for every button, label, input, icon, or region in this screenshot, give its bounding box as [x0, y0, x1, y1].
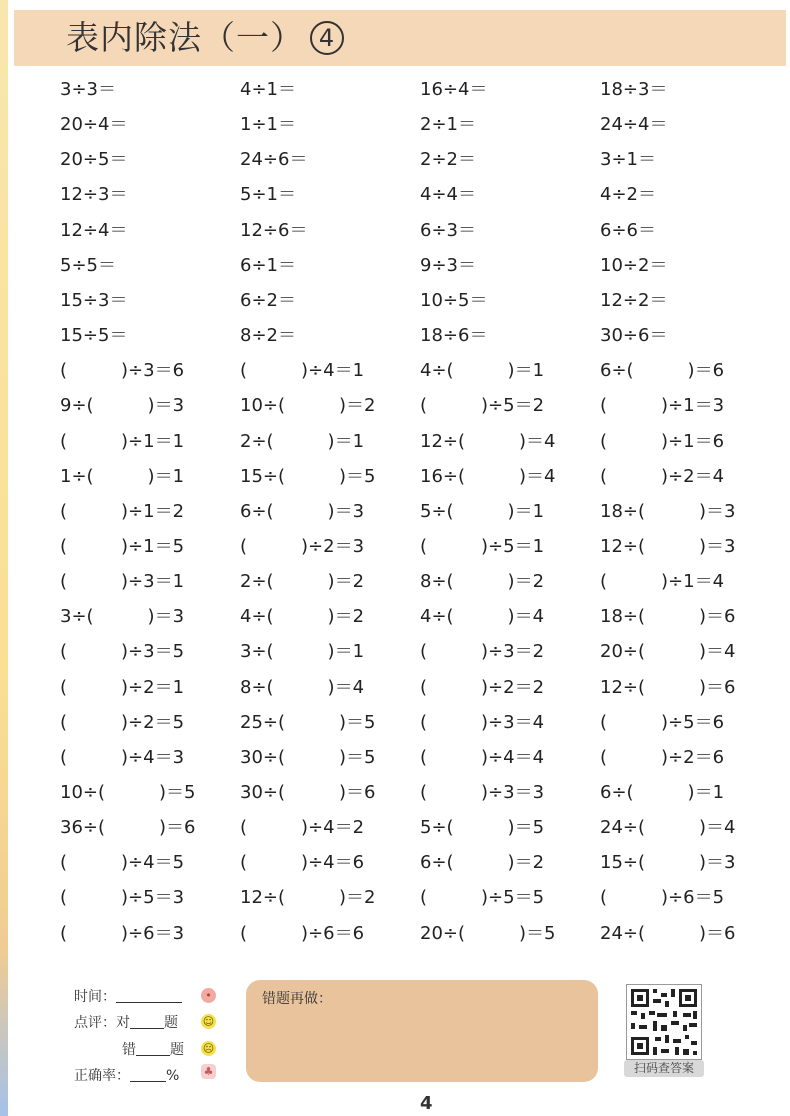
problem-item: 20÷( )＝5 [420, 923, 556, 944]
problem-item: 36÷( )＝6 [60, 817, 196, 838]
problem-item: 6÷6＝ [600, 220, 656, 241]
problem-item: ( )÷6＝5 [600, 887, 725, 908]
problem-item: 18÷( )＝3 [600, 501, 736, 522]
problem-item: 6÷( )＝6 [600, 360, 725, 381]
problem-item: 2÷1＝ [420, 114, 476, 135]
problem-item: 24÷( )＝6 [600, 923, 736, 944]
smile-face-icon: ☺ [202, 1015, 215, 1028]
page-title [66, 12, 344, 64]
problem-item: 3÷3＝ [60, 79, 116, 100]
problem-item: 25÷( )＝5 [240, 712, 376, 733]
redo-title: 错题再做： [262, 991, 332, 1007]
problem-item: 18÷6＝ [420, 325, 488, 346]
problem-item: ( )÷2＝4 [600, 466, 725, 487]
problem-item: ( )÷1＝5 [60, 536, 185, 557]
problem-item: 30÷( )＝6 [240, 782, 376, 803]
pig-face-icon: • [201, 988, 216, 1003]
wrong-unit: 题 [170, 1042, 184, 1058]
wrong-label: 错 [122, 1042, 136, 1058]
problem-item: 15÷5＝ [60, 325, 128, 346]
problem-item: 12÷3＝ [60, 184, 128, 205]
problem-item: 24÷( )＝4 [600, 817, 736, 838]
problem-item: 10÷5＝ [420, 290, 488, 311]
accuracy-label: 正确率： [74, 1068, 130, 1084]
page-number: 4 [420, 1093, 433, 1114]
problem-item: ( )÷5＝2 [420, 395, 545, 416]
problem-item: ( )÷3＝6 [60, 360, 185, 381]
page-edge-decoration [0, 0, 8, 1116]
problem-item: 6÷2＝ [240, 290, 296, 311]
problem-item: ( )÷3＝1 [60, 571, 185, 592]
time-row [74, 986, 182, 1006]
qr-code-panel[interactable] [624, 984, 704, 1078]
problem-item: 2÷( )＝1 [240, 431, 365, 452]
qr-label: 扫码查答案 [624, 1060, 704, 1077]
problem-item: 2÷2＝ [420, 149, 476, 170]
problem-item: ( )÷4＝5 [60, 852, 185, 873]
problem-item: 12÷( )＝4 [420, 431, 556, 452]
problem-item: ( )÷1＝3 [600, 395, 725, 416]
problem-item: 20÷( )＝4 [600, 641, 736, 662]
correct-label: 对 [116, 1015, 130, 1031]
problem-item: ( )÷2＝1 [60, 677, 185, 698]
wrong-blank[interactable] [136, 1055, 170, 1056]
problem-item: 6÷( )＝3 [240, 501, 365, 522]
problem-item: 4÷4＝ [420, 184, 476, 205]
problem-item: ( )÷3＝5 [60, 641, 185, 662]
problem-item: 3÷1＝ [600, 149, 656, 170]
problem-item: 15÷( )＝3 [600, 852, 736, 873]
problem-item: 12÷( )＝2 [240, 887, 376, 908]
problem-item: 10÷2＝ [600, 255, 668, 276]
problem-item: 6÷( )＝1 [600, 782, 725, 803]
problem-item: ( )÷1＝4 [600, 571, 725, 592]
correct-unit: 题 [164, 1015, 178, 1031]
title-number-badge: 4 [310, 21, 344, 55]
problem-item: ( )÷1＝1 [60, 431, 185, 452]
problem-item: ( )÷3＝2 [420, 641, 545, 662]
problem-item: 18÷3＝ [600, 79, 668, 100]
problem-item: 16÷( )＝4 [420, 466, 556, 487]
problem-item: 10÷( )＝5 [60, 782, 196, 803]
problem-item: 12÷( )＝3 [600, 536, 736, 557]
qr-code-icon [626, 984, 702, 1060]
problem-item: ( )÷3＝4 [420, 712, 545, 733]
problem-item: 4÷( )＝1 [420, 360, 545, 381]
problem-item: ( )÷4＝3 [60, 747, 185, 768]
title-text: 表内除法（一） [66, 18, 304, 57]
rabbit-icon: ♣ [201, 1064, 216, 1079]
problem-item: 8÷( )＝2 [420, 571, 545, 592]
problem-item: 4÷( )＝2 [240, 606, 365, 627]
problem-item: ( )÷2＝2 [420, 677, 545, 698]
problem-item: 3÷( )＝1 [240, 641, 365, 662]
problem-item: ( )÷1＝6 [600, 431, 725, 452]
problem-item: ( )÷6＝6 [240, 923, 365, 944]
accuracy-blank[interactable] [130, 1081, 166, 1082]
review-label: 点评： [74, 1015, 116, 1031]
problem-item: 30÷( )＝5 [240, 747, 376, 768]
problem-item: 4÷1＝ [240, 79, 296, 100]
problem-item: 12÷2＝ [600, 290, 668, 311]
problem-item: ( )÷4＝4 [420, 747, 545, 768]
problem-item: 12÷6＝ [240, 220, 308, 241]
problem-item: 1÷1＝ [240, 114, 296, 135]
problem-item: ( )÷4＝2 [240, 817, 365, 838]
problem-item: ( )÷4＝1 [240, 360, 365, 381]
percent-sign: % [166, 1068, 180, 1084]
problem-item: 6÷1＝ [240, 255, 296, 276]
problem-item: 1÷( )＝1 [60, 466, 185, 487]
problem-item: 30÷6＝ [600, 325, 668, 346]
problem-item: ( )÷5＝6 [600, 712, 725, 733]
problem-item: ( )÷4＝6 [240, 852, 365, 873]
time-blank[interactable] [116, 1002, 182, 1003]
sad-face-icon: ☹ [202, 1042, 215, 1055]
problem-item: ( )÷6＝3 [60, 923, 185, 944]
problem-item: ( )÷1＝2 [60, 501, 185, 522]
problem-item: ( )÷2＝5 [60, 712, 185, 733]
problem-item: 8÷2＝ [240, 325, 296, 346]
problem-item: 20÷5＝ [60, 149, 128, 170]
problem-item: ( )÷2＝3 [240, 536, 365, 557]
problem-item: 12÷4＝ [60, 220, 128, 241]
problem-item: 5÷5＝ [60, 255, 116, 276]
problem-item: 10÷( )＝2 [240, 395, 376, 416]
problem-item: 24÷4＝ [600, 114, 668, 135]
problem-item: ( )÷3＝3 [420, 782, 545, 803]
problem-item: 4÷( )＝4 [420, 606, 545, 627]
problem-item: 5÷( )＝1 [420, 501, 545, 522]
problem-item: 3÷( )＝3 [60, 606, 185, 627]
problem-item: 4÷2＝ [600, 184, 656, 205]
problem-item: 6÷( )＝2 [420, 852, 545, 873]
accuracy-row [74, 1065, 179, 1085]
wrong-row [122, 1039, 184, 1059]
problem-item: 9÷( )＝3 [60, 395, 185, 416]
correct-blank[interactable] [130, 1028, 164, 1029]
problem-item: 18÷( )＝6 [600, 606, 736, 627]
problem-item: 2÷( )＝2 [240, 571, 365, 592]
correct-row [74, 1012, 178, 1032]
problem-item: 12÷( )＝6 [600, 677, 736, 698]
problem-item: 5÷1＝ [240, 184, 296, 205]
problem-item: ( )÷5＝3 [60, 887, 185, 908]
problem-item: ( )÷5＝1 [420, 536, 545, 557]
problem-item: ( )÷5＝5 [420, 887, 545, 908]
problem-item: 16÷4＝ [420, 79, 488, 100]
redo-box[interactable] [246, 980, 598, 1082]
problem-item: 6÷3＝ [420, 220, 476, 241]
problem-item: 9÷3＝ [420, 255, 476, 276]
problem-item: 20÷4＝ [60, 114, 128, 135]
problem-item: 8÷( )＝4 [240, 677, 365, 698]
problem-item: 24÷6＝ [240, 149, 308, 170]
problem-item: 5÷( )＝5 [420, 817, 545, 838]
problem-item: 15÷3＝ [60, 290, 128, 311]
problem-item: 15÷( )＝5 [240, 466, 376, 487]
time-label: 时间： [74, 989, 116, 1005]
problem-item: ( )÷2＝6 [600, 747, 725, 768]
